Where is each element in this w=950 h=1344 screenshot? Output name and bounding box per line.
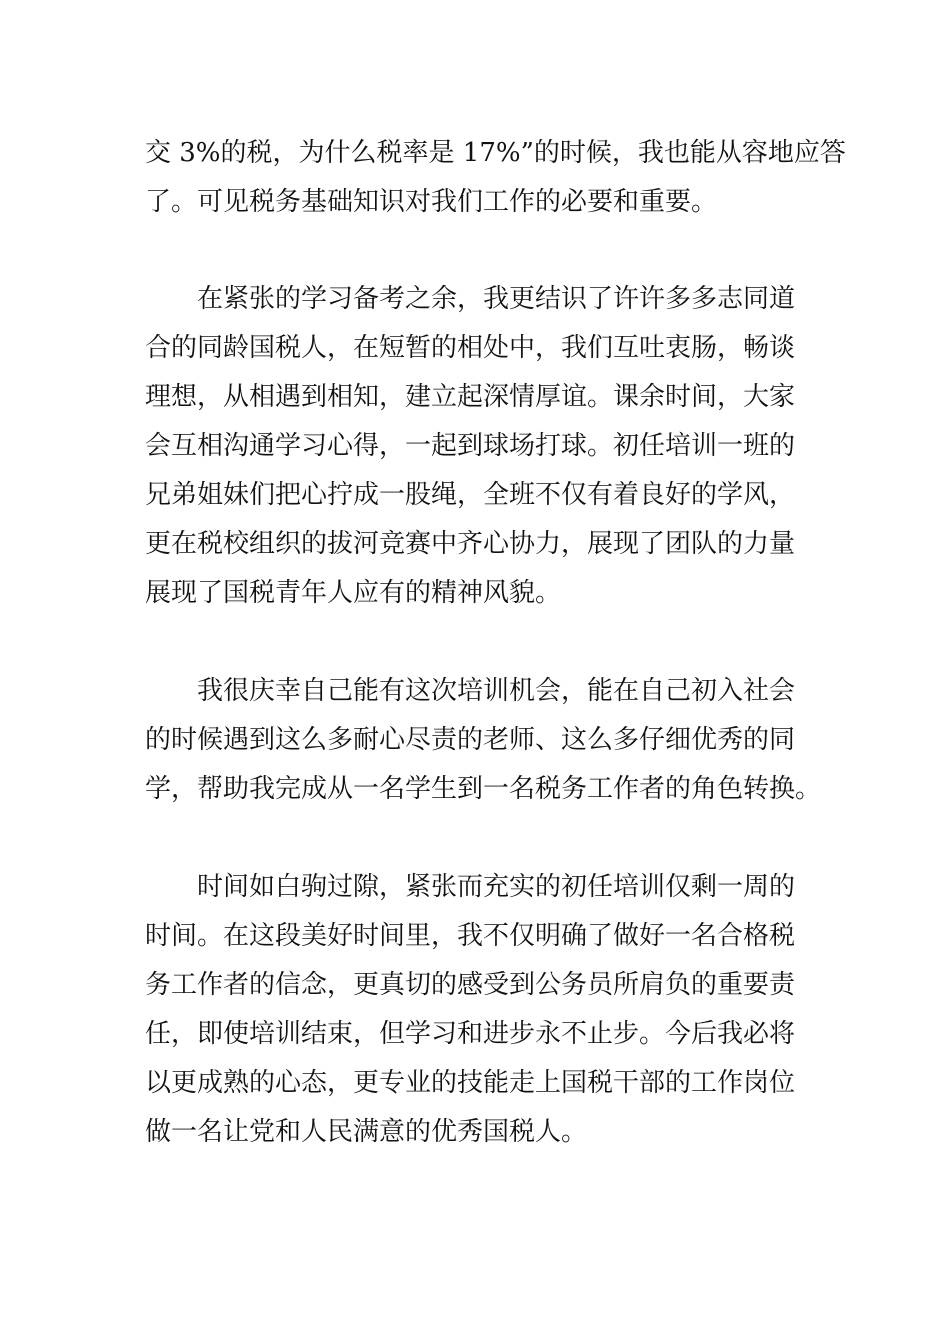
paragraph-line: 在紧张的学习备考之余，我更结识了许许多多志同道 xyxy=(197,284,796,314)
paragraph-line: 合的同龄国税人，在短暂的相处中，我们互吐衷肠，畅谈 xyxy=(145,333,796,363)
paragraph-line: 展现了国税青年人应有的精神风貌。 xyxy=(145,578,562,608)
paragraph-line: 会互相沟通学习心得，一起到球场打球。初任培训一班的 xyxy=(145,431,796,461)
paragraph-line: 的时候遇到这么多耐心尽责的老师、这么多仔细优秀的同 xyxy=(145,725,796,755)
paragraph-line: 时间如白驹过隙，紧张而充实的初任培训仅剩一周的 xyxy=(197,872,796,902)
paragraph-line: 任，即使培训结束，但学习和进步永不止步。今后我必将 xyxy=(145,1019,796,1049)
paragraph-line: 我很庆幸自己能有这次培训机会，能在自己初入社会 xyxy=(197,676,796,706)
paragraph-line: 理想，从相遇到相知，建立起深情厚谊。课余时间，大家 xyxy=(145,382,796,412)
paragraph-line: 兄弟姐妹们把心拧成一股绳，全班不仅有着良好的学风， xyxy=(145,480,796,510)
paragraph-line: 以更成熟的心态，更专业的技能走上国税干部的工作岗位 xyxy=(145,1068,796,1098)
paragraph-1 xyxy=(145,129,846,227)
paragraph-line: 更在税校组织的拔河竞赛中齐心协力，展现了团队的力量 xyxy=(145,529,796,559)
paragraph-3 xyxy=(145,667,822,814)
paragraph-2 xyxy=(145,275,810,618)
paragraph-line: 做一名让党和人民满意的优秀国税人。 xyxy=(145,1117,588,1147)
paragraph-4 xyxy=(145,863,810,1157)
paragraph-line: 交 3%的税，为什么税率是 17%”的时候，我也能从容地应答 xyxy=(145,138,846,168)
paragraph-line: 学，帮助我完成从一名学生到一名税务工作者的角色转换。 xyxy=(145,774,822,804)
paragraph-line: 时间。在这段美好时间里，我不仅明确了做好一名合格税 xyxy=(145,921,796,951)
paragraph-line: 了。可见税务基础知识对我们工作的必要和重要。 xyxy=(145,187,718,217)
paragraph-line: 务工作者的信念，更真切的感受到公务员所肩负的重要责 xyxy=(145,970,796,1000)
